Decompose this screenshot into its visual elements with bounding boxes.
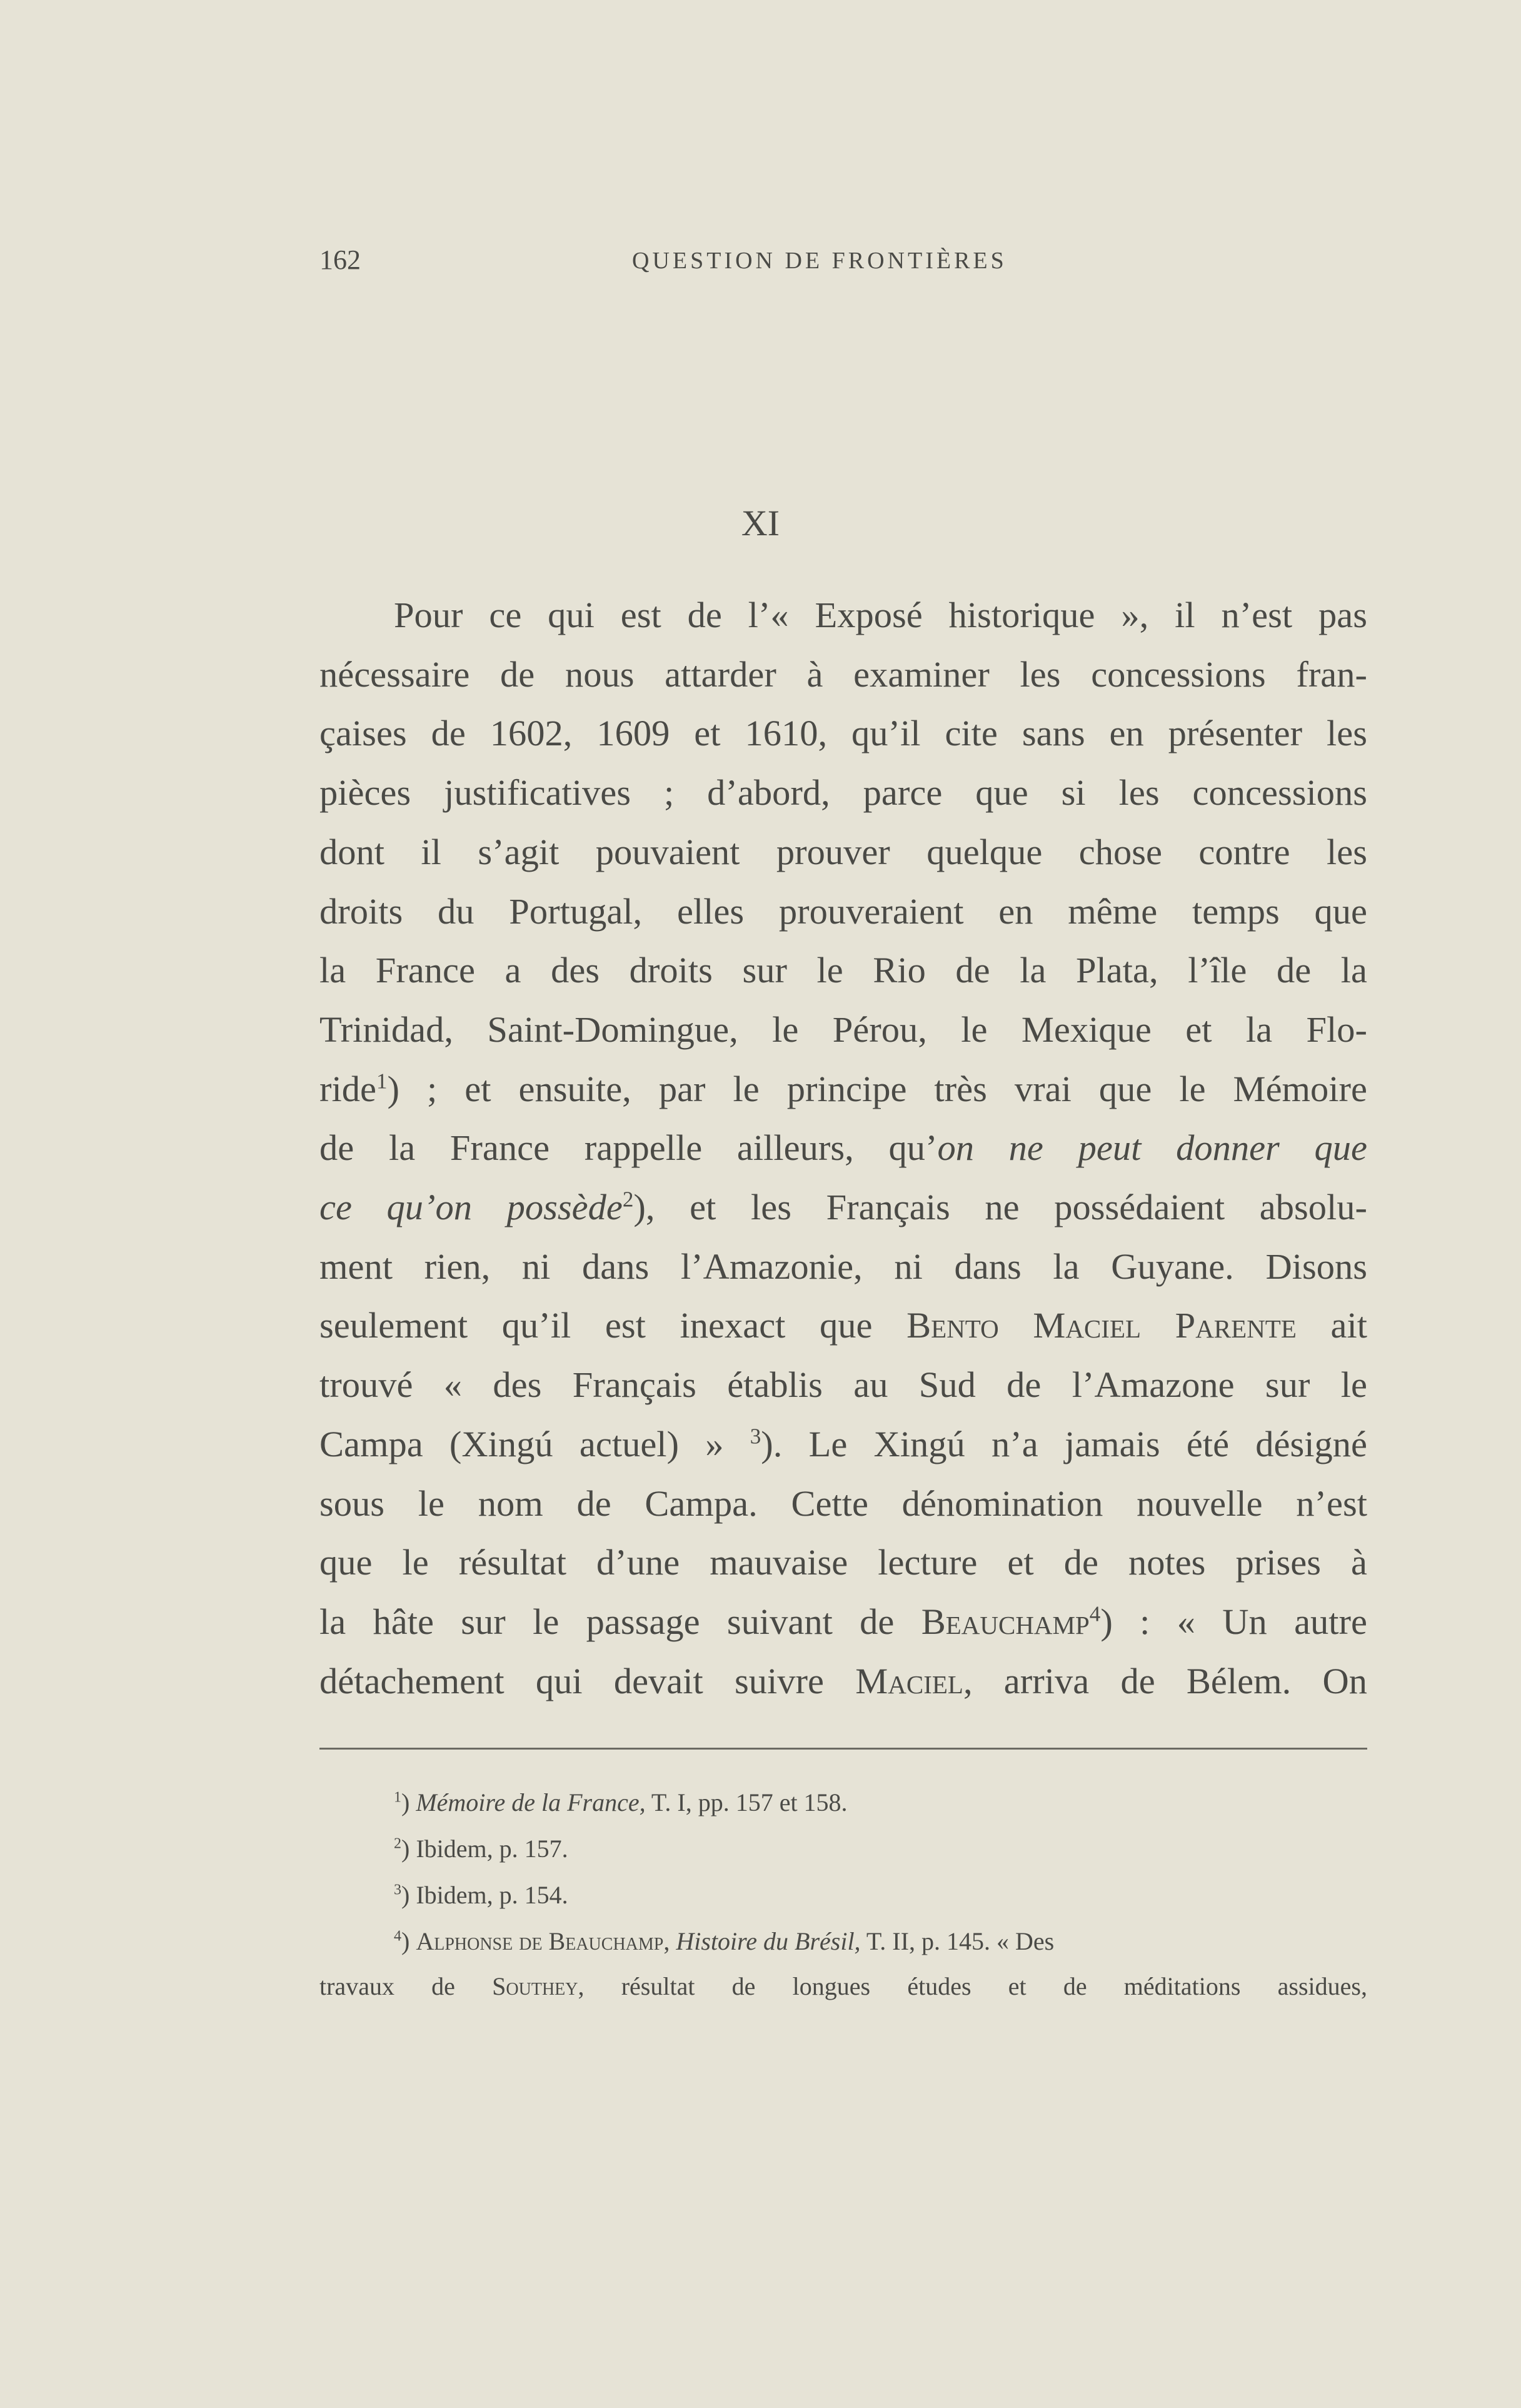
footnote-text: , résultat de longues études et de méditations assidues, bbox=[578, 1972, 1367, 2000]
body-text: , arriva de Bélem. On bbox=[963, 1660, 1367, 1701]
body-footnote-ref: 4 bbox=[1089, 1601, 1101, 1626]
body-text: Campa (Xingú actuel) » bbox=[319, 1423, 750, 1464]
body-text: détachement qui devait suivre bbox=[319, 1660, 856, 1701]
body-text: ait bbox=[1296, 1305, 1367, 1346]
body-line bbox=[319, 1422, 1367, 1467]
footnote-mark: 1 bbox=[394, 1789, 401, 1806]
body-line: que le résultat d’une mauvaise lecture et de notes prises à bbox=[319, 1542, 1367, 1583]
footnote-mark: 3 bbox=[394, 1882, 401, 1898]
body-line bbox=[319, 1659, 1367, 1704]
page-number: 162 bbox=[319, 244, 361, 275]
body-footnote-ref: 1 bbox=[376, 1069, 388, 1094]
footnote bbox=[394, 1880, 1367, 1911]
footnote-text: ) bbox=[401, 1788, 416, 1816]
body-line: çaises de 1602, 1609 et 1610, qu’il cite sans en présenter les bbox=[319, 713, 1367, 754]
body-line: Pour ce qui est de l’« Exposé historique », il n’est pas bbox=[394, 595, 1367, 635]
body-line: sous le nom de Campa. Cette dénomination nouvelle n’est bbox=[319, 1483, 1367, 1524]
footnote-text: Ibidem, p. 157. bbox=[416, 1835, 568, 1863]
body-text: de la France rappelle ailleurs, qu’ bbox=[319, 1127, 938, 1169]
footnote-text: T. I, pp. 157 et 158. bbox=[645, 1788, 848, 1816]
body-small-caps: Maciel bbox=[855, 1660, 963, 1701]
body-footnote-ref: 3 bbox=[750, 1424, 761, 1449]
body-text: ), et les Français ne possédaient absolu- bbox=[633, 1187, 1368, 1227]
body-line: nécessaire de nous attarder à examiner les concessions fran- bbox=[319, 653, 1367, 695]
footnote-title: Histoire du Brésil, bbox=[670, 1927, 861, 1955]
footnote-rule bbox=[319, 1748, 1367, 1750]
body-italic: on ne peut donner que bbox=[937, 1127, 1367, 1169]
body-text: ride bbox=[319, 1068, 376, 1109]
body-line bbox=[319, 1303, 1367, 1348]
footnote-mark: 2 bbox=[394, 1835, 401, 1852]
body-line: dont il s’agit pouvaient prouver quelque chose contre les bbox=[319, 831, 1367, 872]
body-line: pièces justificatives ; d’abord, parce que si les concessions bbox=[319, 772, 1367, 814]
footnote-mark: 4 bbox=[394, 1928, 401, 1945]
body-small-caps: Beauchamp bbox=[921, 1601, 1090, 1642]
body-line bbox=[319, 1599, 1367, 1645]
body-italic: ce qu’on possède bbox=[319, 1187, 623, 1227]
running-title: QUESTION DE FRONTIÈRES bbox=[632, 248, 1007, 274]
body-text: ) : « Un autre bbox=[1100, 1601, 1367, 1642]
body-line bbox=[319, 1126, 1367, 1171]
footnote-text: Ibidem, p. 154. bbox=[416, 1881, 568, 1909]
body-text: la hâte sur le passage suivant de bbox=[319, 1601, 921, 1642]
footnote-small-caps: Southey bbox=[492, 1972, 578, 2000]
footnote-text: travaux de bbox=[319, 1972, 493, 2000]
body-text: ). Le Xingú n’a jamais été désigné bbox=[761, 1423, 1367, 1464]
body-line: Trinidad, Saint-Domingue, le Pérou, le Mexique et la Flo- bbox=[319, 1009, 1367, 1050]
body-line bbox=[319, 1067, 1367, 1112]
footnote-author: Alphonse de Beauchamp, bbox=[416, 1927, 670, 1955]
footnote bbox=[394, 1833, 1367, 1865]
body-line: droits du Portugal, elles prouveraient en même temps que bbox=[319, 890, 1367, 932]
footnote-continuation bbox=[319, 1971, 1367, 2002]
footnote-text: ) bbox=[401, 1881, 416, 1909]
body-line: ment rien, ni dans l’Amazonie, ni dans la Guyane. Disons bbox=[319, 1246, 1367, 1287]
footnote-text: T. II, p. 145. « Des bbox=[860, 1927, 1055, 1955]
chapter-heading: XI bbox=[741, 503, 780, 543]
footnote bbox=[394, 1926, 1367, 1957]
body-text: ) ; et ensuite, par le principe très vrai que le Mémoire bbox=[387, 1068, 1367, 1109]
body-line bbox=[319, 1185, 1367, 1230]
body-small-caps: Bento Maciel Parente bbox=[906, 1305, 1297, 1346]
footnote-text: ) bbox=[401, 1835, 416, 1863]
footnote-title: Mémoire de la France, bbox=[416, 1788, 646, 1816]
footnote-text: ) bbox=[401, 1927, 416, 1955]
body-footnote-ref: 2 bbox=[622, 1187, 634, 1212]
body-text: seulement qu’il est inexact que bbox=[319, 1305, 907, 1346]
body-line: trouvé « des Français établis au Sud de l’Amazone sur le bbox=[319, 1364, 1367, 1406]
footnote bbox=[394, 1787, 1367, 1818]
body-line: la France a des droits sur le Rio de la Plata, l’île de la bbox=[319, 950, 1367, 991]
